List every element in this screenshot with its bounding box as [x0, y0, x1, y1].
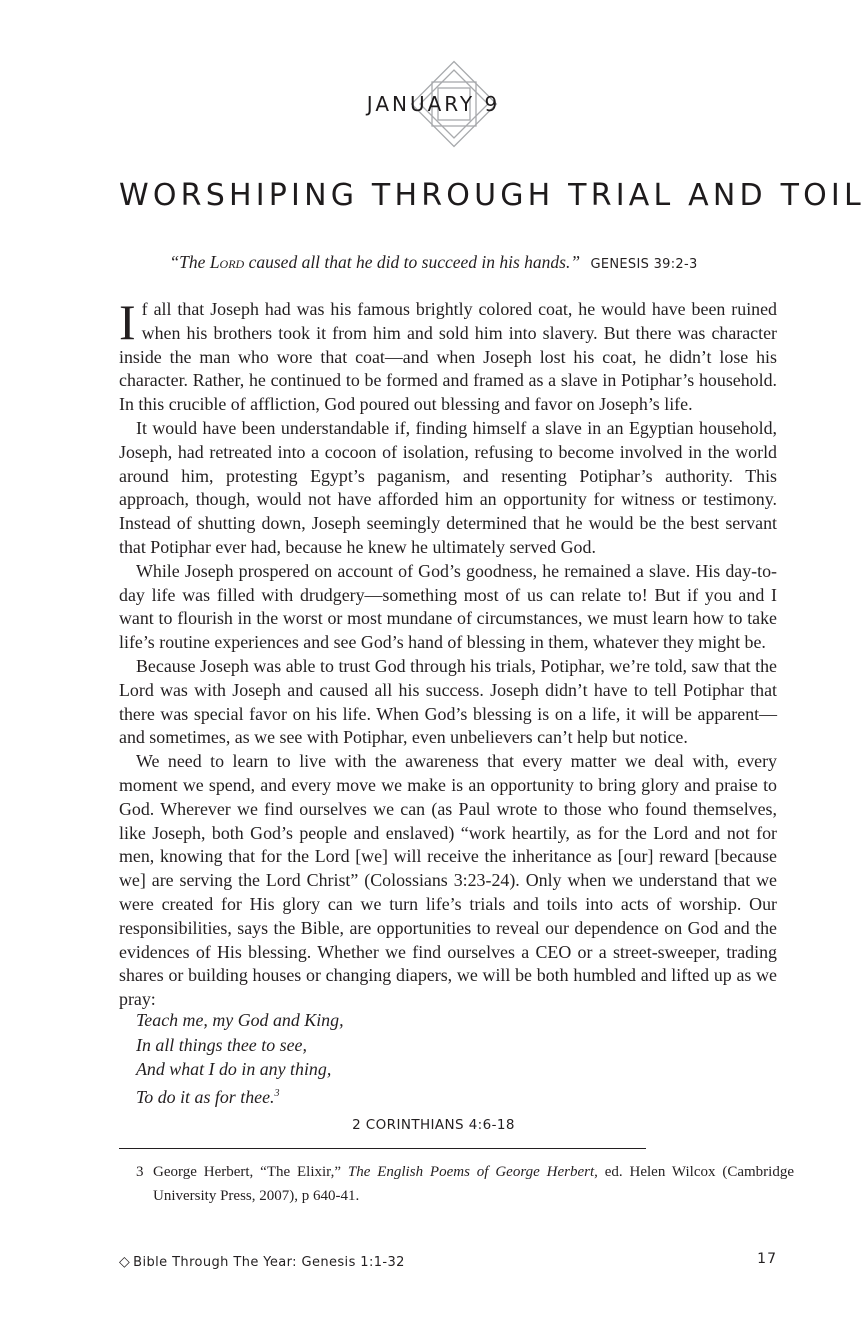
- footnote-book-title: The English Poems of George Herbert: [347, 1164, 595, 1180]
- page-number: 17: [757, 1251, 777, 1267]
- footnote-number: 3: [136, 1164, 144, 1180]
- epigraph-reference: GENESIS 39:2-3: [590, 257, 698, 272]
- footer-text: Bible Through The Year: Genesis 1:1-32: [133, 1255, 405, 1270]
- footnote-marker[interactable]: 3: [274, 1087, 280, 1099]
- paragraph-4: Because Joseph was able to trust God through his trials, Potiphar, we’re told, saw that the Lord was with Joseph and caused all his success. Joseph didn’t have to tell Potiphar that there was special favor on his life. When God’s blessing is on a life, it will be apparent—and sometimes, as we see with Potiphar, even unbelievers can’t help but notice.: [119, 655, 777, 748]
- paragraph-5: We need to learn to live with the awareness that every matter we deal with, every moment we spend, and every move we make is an opportunity to bring glory and praise to God. Wherever we find ourselves we can (as Paul wrote to those who found themselves, like Joseph, both God’s people and enslaved) “work heartily, as for the Lord and not for men, knowing that for the Lord [we] will receive the inheritance as [our] reward [because we] are serving the Lord Christ” (Colossians 3:23-24). Only when we understand that we were created for His glory can we turn life’s trials and toils into acts of worship. Our responsibilities, says the Bible, are opportunities to reveal our dependence on God and the evidences of His blessing. Whether we find ourselves a CEO or a street-sweeper, trading shares or building houses or changing diapers, we will be both humbled and lifted up as we pray:: [119, 751, 777, 1010]
- poem-line-last: To do it as for thee.$^3$: [136, 1086, 280, 1107]
- poem-line: And what I do in any thing,: [136, 1059, 332, 1079]
- devotional-body: [119, 294, 777, 1012]
- poem-line: In all things thee to see,: [136, 1034, 307, 1055]
- poem-stanza: [136, 1008, 344, 1109]
- poem-line: Teach me, my God and King,: [136, 1010, 344, 1030]
- footnote: 3 George Herbert, “The Elixir,” The English Poems of George Herbert, ed. Helen Wilcox (Cambridge University Press, 2007), p 640-41.: [136, 1160, 794, 1208]
- footnote-divider: [119, 1148, 646, 1149]
- scripture-reading: 2 CORINTHIANS 4:6-18: [352, 1117, 515, 1133]
- paragraph-2: It would have been understandable if, finding himself a slave in an Egyptian household, Joseph, had retreated into a cocoon of isolation, refusing to become involved in the world around him, protesting Egypt’s paganism, and resenting Potiphar’s authority. This approach, though, would not have afforded him an opportunity for witness or testimony. Instead of shutting down, Joseph seemingly determined that he would be the best servant that Potiphar ever had, because he knew he ultimately served God.: [119, 417, 777, 557]
- page-title: WORSHIPING THROUGH TRIAL AND TOIL: [119, 178, 865, 213]
- devotional-date: JANUARY 9: [366, 92, 501, 116]
- epigraph-quote: “The Lord caused all that he did to succeed in his hands.”: [169, 252, 581, 272]
- drop-cap: I: [119, 294, 136, 350]
- paragraph-3: While Joseph prospered on account of God’s goodness, he remained a slave. His day-to-day life was filled with drudgery—something most of us can relate to! But if you and I want to flourish in the worst or most mundane of circumstances, we must learn how to take life’s routine experiences and see God’s hand of blessing in them, whatever they might be.: [119, 560, 777, 653]
- footer-reading-plan: [119, 1254, 405, 1270]
- small-caps-lord: Lord: [209, 252, 245, 272]
- paragraph-1: If all that Joseph had was his famous brightly colored coat, he would have been ruined when his brothers took it from him and sold him into slavery. But there was character inside the man who wore that coat—and when Joseph lost his coat, he didn’t lose his character. Rather, he continued to be formed and framed as a slave in Potiphar’s household. In this crucible of affliction, God poured out blessing and favor on Joseph’s life.: [119, 294, 777, 415]
- epigraph: [0, 252, 867, 273]
- diamond-outline-icon: ◇: [119, 1254, 131, 1270]
